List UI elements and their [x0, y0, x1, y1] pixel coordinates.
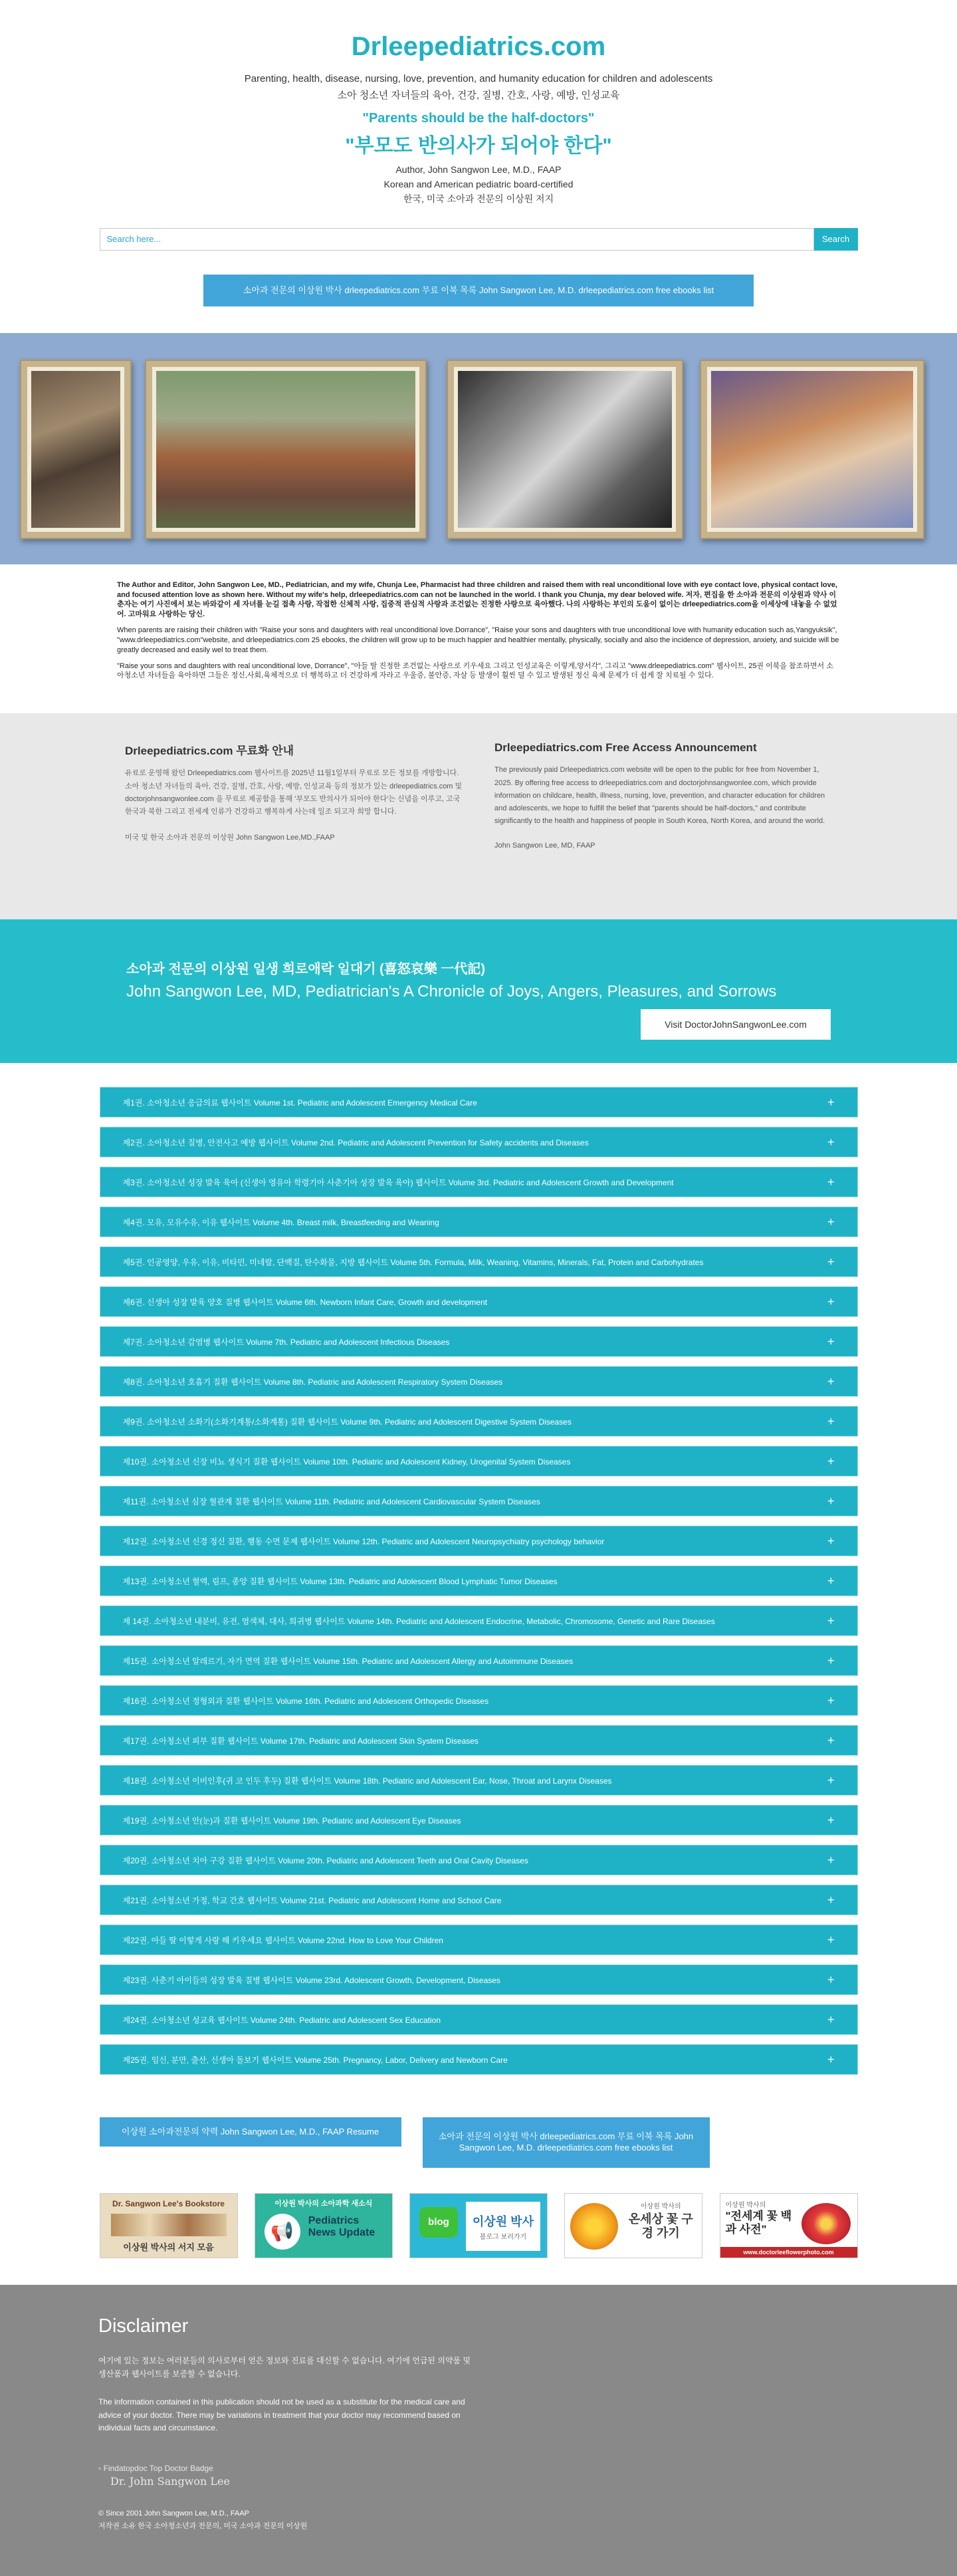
author-line — [0, 162, 957, 207]
bookstore-banner[interactable] — [100, 2193, 238, 2258]
flower-encyclopedia-banner[interactable] — [720, 2193, 858, 2258]
volume-accordion-item[interactable] — [100, 1087, 858, 1117]
volume-title: 제5권. 인공영양, 우유, 이유, 비타민, 미네랄, 단백질, 탄수화물, 지방 웹사이트 Volume 5th. Formula, Milk, Weaning, Vitamins, Minerals, Fat, Protein and Carbohydrates — [122, 1257, 704, 1267]
volume-accordion-item[interactable] — [100, 1207, 858, 1237]
expand-plus-icon[interactable]: + — [827, 2053, 835, 2067]
volumes-accordion — [100, 1087, 858, 2075]
volume-accordion-item[interactable] — [100, 1486, 858, 1516]
author-name: Author, John Sangwon Lee, M.D., FAAP — [395, 164, 562, 175]
announcement-en-signature: John Sangwon Lee, MD, FAAP — [494, 841, 595, 850]
volume-title: 제 14권. 소아청소년 내분비, 유전, 염색체, 대사, 희귀병 웹사이트 Volume 14th. Pediatric and Adolescent Endocrine, Metabolic, Chromosome, Genetic and Rare Diseases — [122, 1616, 715, 1626]
announcement-en-title: Drleepediatrics.com Free Access Announcement — [494, 741, 757, 755]
expand-plus-icon[interactable]: + — [827, 1255, 835, 1269]
encyclopedia-banner-small: 이상원 박사의 — [725, 2202, 766, 2210]
findatopdoc-badge[interactable] — [98, 2463, 859, 2489]
volume-title: 제17권. 소아청소년 피부 질환 웹사이트 Volume 17th. Pediatric and Adolescent Skin System Diseases — [122, 1736, 478, 1746]
tagline-en: "Parents should be the half-doctors" — [362, 110, 595, 126]
expand-plus-icon[interactable]: + — [827, 1455, 835, 1468]
resume-button[interactable]: 이상원 소아과전문의 약력 John Sangwon Lee, M.D., FAAP Resume — [100, 2117, 401, 2147]
expand-plus-icon[interactable]: + — [827, 1534, 835, 1548]
pediatrics-news-banner[interactable] — [255, 2193, 393, 2258]
expand-plus-icon[interactable]: + — [827, 1694, 835, 1708]
expand-plus-icon[interactable]: + — [827, 1375, 835, 1389]
blog-badge-icon: blog — [419, 2207, 458, 2238]
volume-accordion-item[interactable] — [100, 1925, 858, 1955]
expand-plus-icon[interactable]: + — [827, 1614, 835, 1628]
volume-accordion-item[interactable] — [100, 1685, 858, 1716]
volume-title: 제18권. 소아청소년 이비인후(귀 코 인두 후두) 질환 웹사이트 Volume 18th. Pediatric and Adolescent Ear, Nose, Throat and Larynx Diseases — [122, 1776, 612, 1786]
mission-paragraph-1: The Author and Editor, John Sangwon Lee, MD., Pediatrician, and my wife, Chunja Lee, Pharmacist had three children and raised them with real unconditional love with eye contact love, physical contact love, and focused attention love as shown here. Without my wife's help, drleepediatrics.com can not be launched in the world. I thank you Chunja, my dear beloved wife. 저자, 편집을 한 소아과 전문의 이상원과 약사 이춘자는 여기 사진에서 보는 바와같이 세 자녀를 눈길 접촉 사랑, 작접한 신체적 사랑, 집중적 관심적 사랑과 조건없는 진정한 사랑으로 육아했다. 나의 사랑하는 부인의 도움이 없이는 drleepediatrics.com을 이세상에 내놓을 수 없었어. 고마워요 사랑하는 당신. — [117, 580, 837, 619]
chronicle-banner — [0, 919, 957, 1063]
mission-paragraph-3: "Raise your sons and daughters with real unconditional love, Dorrance", "아들 딸 진정한 조건없는 사랑으로 키우세요 그리고 인성교육은 이렇게,양서각", 그리고 "www.drleepediatrics.com" 웹사이트, 25권 이북을 참조하면서 소아청소년 자녀들을 육아하면 그들은 정신,사회,육체적으로 더 행복하고 더 건강하게 자라고 우울증, 불안증, 자살 등 발생이 훨씬 덜 수 있고 발생된 정신 육체 문제가 더 쉽게 잘 치료될 수 있다. — [117, 661, 833, 680]
disclaimer-en: The information contained in this publication should not be used as a substitute for the medical care and advice of your doctor. There may be variations in treatment that your doctor may recommend based on individual facts and circumstance. — [98, 2397, 465, 2433]
announcement-ko-title: Drleepediatrics.com 무료화 안내 — [125, 745, 294, 758]
badge-alt-text: Findatopdoc Top Doctor Badge — [103, 2464, 213, 2474]
broken-image-icon: ▫ — [98, 2464, 102, 2474]
volume-title: 제20권. 소아청소년 치아 구강 질환 웹사이트 Volume 20th. Pediatric and Adolescent Teeth and Oral Cavity Diseases — [122, 1855, 528, 1865]
volume-title: 제8권. 소아청소년 호흡기 질환 웹사이트 Volume 8th. Pediatric and Adolescent Respiratory System Diseases — [122, 1377, 503, 1387]
expand-plus-icon[interactable]: + — [827, 1734, 835, 1748]
footer — [0, 2285, 957, 2576]
volume-title: 제22권. 아들 딸 이렇게 사랑 해 키우세요 웹사이트 Volume 22nd. How to Love Your Children — [122, 1935, 443, 1945]
volume-accordion-item[interactable] — [100, 1326, 858, 1357]
author-ko: 한국, 미국 소아과 전문의 이상원 저지 — [403, 193, 554, 205]
volume-accordion-item[interactable] — [100, 1446, 858, 1476]
volume-title: 제7권. 소아청소년 감염병 웹사이트 Volume 7th. Pediatric and Adolescent Infectious Diseases — [122, 1337, 450, 1347]
announcement-en — [463, 713, 832, 919]
volume-title: 제16권. 소아청소년 정형외과 질환 웹사이트 Volume 16th. Pediatric and Adolescent Orthopedic Diseases — [122, 1696, 489, 1706]
flower-icon — [570, 2203, 618, 2250]
disclaimer-ko: 여기에 있는 정보는 여러분들의 의사로부터 얻은 정보와 진료를 대신할 수 없습니다. 여기에 언급된 의약품 및 생산품과 웹사이트를 보증할 수 없습니다. — [98, 2356, 471, 2379]
blog-banner-sub: 블로그 보러가기 — [479, 2234, 527, 2242]
news-banner-top: 이상원 박사의 소아과학 새소식 — [274, 2200, 373, 2208]
family-photo-3 — [447, 360, 683, 539]
search-button[interactable]: Search — [814, 228, 858, 251]
expand-plus-icon[interactable]: + — [827, 1853, 835, 1867]
flower-banner-title: 온세상 꽃 구경 가기 — [628, 2212, 693, 2240]
volume-title: 제6권. 신생아 성장 발육 양호 질병 웹사이트 Volume 6th. Newborn Infant Care, Growth and development — [122, 1297, 488, 1307]
volume-title: 제10권. 소아청소년 신장 비뇨 생식기 질환 웹사이트 Volume 10th. Pediatric and Adolescent Kidney, Urogenital System Diseases — [122, 1457, 571, 1466]
volume-accordion-item[interactable] — [100, 2044, 858, 2075]
expand-plus-icon[interactable]: + — [827, 1135, 835, 1149]
disclaimer-title: Disclaimer — [98, 2315, 189, 2337]
volume-accordion-item[interactable] — [100, 1286, 858, 1317]
ebooks-list-button-top[interactable]: 소아과 전문의 이상원 박사 drleepediatrics.com 무료 이북 목록 John Sangwon Lee, M.D. drleepediatrics.com free ebooks list — [203, 275, 754, 306]
expand-plus-icon[interactable]: + — [827, 1574, 835, 1588]
chronicle-title-ko: 소아과 전문의 이상원 일생 희로애락 일대기 (喜怒哀樂 一代記) — [126, 962, 485, 977]
volume-title: 제15권. 소아청소년 알레르기, 자가 면역 질환 웹사이트 Volume 15th. Pediatric and Adolescent Allergy and Autoimmune Diseases — [122, 1656, 574, 1666]
volume-accordion-item[interactable] — [100, 1526, 858, 1556]
volume-title: 제19권. 소아청소년 안(눈)과 질환 웹사이트 Volume 19th. Pediatric and Adolescent Eye Diseases — [122, 1815, 461, 1825]
tagline-ko: "부모도 반의사가 되어야 한다" — [345, 134, 612, 157]
subtitle-en: Parenting, health, disease, nursing, love, prevention, and humanity education for children and adolescents — [244, 73, 713, 84]
expand-plus-icon[interactable]: + — [827, 1973, 835, 1987]
expand-plus-icon[interactable]: + — [827, 1774, 835, 1788]
volume-accordion-item[interactable] — [100, 1845, 858, 1875]
copyright-ko: 저작권 소유 한국 소아청소년과 전문의, 미국 소아과 전문의 이상원 — [98, 2522, 308, 2531]
family-photo-band — [0, 333, 957, 564]
site-title[interactable]: Drleepediatrics.com — [351, 32, 606, 61]
volume-title: 제4권. 모유, 모유수유, 이유 웹사이트 Volume 4th. Breast milk, Breastfeeding and Weaning — [122, 1217, 439, 1227]
expand-plus-icon[interactable]: + — [827, 1175, 835, 1189]
flower-icon — [801, 2203, 851, 2244]
chronicle-title-en: John Sangwon Lee, MD, Pediatrician's A Chronicle of Joys, Angers, Pleasures, and Sorrows — [126, 983, 777, 1001]
blog-banner[interactable] — [409, 2193, 548, 2258]
megaphone-icon: 📢 — [265, 2214, 300, 2250]
volume-title: 제25권. 임신, 분만, 출산, 신생아 돌보기 웹사이트 Volume 25th. Pregnancy, Labor, Delivery and Newborn Care — [122, 2055, 508, 2065]
site-header — [0, 0, 957, 224]
search-bar — [100, 224, 858, 251]
announcement-ko-body: 유료로 운영해 왔던 Drleepediatrics.com 웹사이트를 2025년 11월1일부터 무료로 모든 정보를 개방합니다. 소아 청소년 자녀들의 육아, 건강, 질병, 간호, 사랑, 예방, 인성교육 등의 정보가 있는 drleepediatrics.com 및 doctorjohnsangwonlee.com 을 무료로 제공함을 통해 '부모도 반의사가 되어야 한다'는 신념을 이루고, 고국 한국과 북한 그리고 전세계 인류가 건강하고 행복하게 사는데 일조 되고자 희망 합니다. — [125, 769, 463, 816]
copyright-en: © Since 2001 John Sangwon Lee, M.D., FAAP — [98, 2510, 250, 2518]
volume-title: 제21권. 소아청소년 가정, 학교 간호 웹사이트 Volume 21st. Pediatric and Adolescent Home and School Care — [122, 1895, 502, 1905]
volume-title: 제1권. 소아청소년 응급의료 웹사이트 Volume 1st. Pediatric and Adolescent Emergency Medical Care — [122, 1098, 477, 1108]
volume-accordion-item[interactable] — [100, 1605, 858, 1636]
badge-doctor-name: Dr. John Sangwon Lee — [110, 2475, 230, 2488]
free-access-announcement — [0, 713, 957, 919]
volume-title: 제9권. 소아청소년 소화기(소화기계통/소화계통) 질환 웹사이트 Volume 9th. Pediatric and Adolescent Digestive System Diseases — [122, 1417, 572, 1427]
search-input[interactable] — [100, 228, 814, 251]
blog-banner-name: 이상원 박사 — [473, 2215, 534, 2229]
announcement-ko-signature: 미국 및 한국 소아과 전문의 이상원 John Sangwon Lee,MD.,FAAP — [125, 834, 335, 842]
bookshelf-icon — [111, 2214, 227, 2236]
expand-plus-icon[interactable]: + — [827, 1335, 835, 1349]
bookstore-banner-sub: 이상원 박사의 서지 모음 — [123, 2242, 214, 2253]
expand-plus-icon[interactable]: + — [827, 1654, 835, 1668]
expand-plus-icon[interactable]: + — [827, 1494, 835, 1508]
expand-plus-icon[interactable]: + — [827, 1096, 835, 1110]
bottom-buttons — [100, 2117, 858, 2168]
volume-accordion-item[interactable] — [100, 1246, 858, 1277]
volume-title: 제11권. 소아청소년 심장 혈관계 질환 웹사이트 Volume 11th. Pediatric and Adolescent Cardiovascular System Diseases — [122, 1496, 540, 1506]
family-photo-2 — [145, 360, 427, 539]
flower-banner-small: 이상원 박사의 — [640, 2203, 681, 2211]
volume-title: 제13권. 소아청소년 혈액, 림프, 종양 질환 웹사이트 Volume 13th. Pediatric and Adolescent Blood Lymphatic Tumor Diseases — [122, 1576, 558, 1586]
announcement-en-body: The previously paid Drleepediatrics.com website will be open to the public for free from November 1, 2025. By offering free access to drleepediatrics.com and doctorjohnsangwonlee.com, which provide information on childcare, health, illness, nursing, love, prevention, and character education for children and adolescents, we hope to fulfill the belief that "parents should be half-doctors," and contribute significantly to the health and happiness of people in South Korea, North Korea, and around the world. — [494, 766, 825, 826]
expand-plus-icon[interactable]: + — [827, 1415, 835, 1429]
volume-title: 제24권. 소아청소년 성교육 웹사이트 Volume 24th. Pediatric and Adolescent Sex Education — [122, 2015, 441, 2025]
expand-plus-icon[interactable]: + — [827, 1814, 835, 1827]
expand-plus-icon[interactable]: + — [827, 2013, 835, 2027]
encyclopedia-banner-title: "전세계 꽃 백과 사전" — [725, 2210, 792, 2236]
mission-text — [0, 564, 957, 714]
news-banner-title: Pediatrics News Update — [308, 2215, 375, 2238]
volume-accordion-item[interactable] — [100, 1167, 858, 1197]
expand-plus-icon[interactable]: + — [827, 1933, 835, 1947]
volume-accordion-item[interactable] — [100, 1885, 858, 1915]
volume-accordion-item[interactable] — [100, 2004, 858, 2035]
volume-accordion-item[interactable] — [100, 1805, 858, 1835]
volume-accordion-item[interactable] — [100, 1645, 858, 1676]
encyclopedia-banner-url: www.doctorleeflowerphoto.com — [720, 2247, 857, 2258]
volume-title: 제12권. 소아청소년 신경 정신 질환, 행동 수면 문제 웹사이트 Volume 12th. Pediatric and Adolescent Neuropsychiatry psychology behavior — [122, 1536, 605, 1546]
volume-title: 제2권. 소아청소년 질병, 안전사고 예방 웹사이트 Volume 2nd. Pediatric and Adolescent Prevention for Safety accidents and Diseases — [122, 1137, 589, 1147]
expand-plus-icon[interactable]: + — [827, 1215, 835, 1229]
volume-accordion-item[interactable] — [100, 1964, 858, 1995]
mission-paragraph-2: When parents are raising their children with "Raise your sons and daughters with real unconditional love.Dorrance", "Raise your sons and daughters with true unconditional love with humanity education such as,Yangyuksik", "www.drleepediatrics.com"website, and drleepediatrics.com 25 ebooks, the children will grow up to be much happier and healthier mentally, physically, socially and also the incidence of depression, anxiety, and suicide will be greatly decreased and easily wel to treat them. — [117, 626, 839, 654]
volume-title: 제3권. 소아청소년 성장 발육 육아 (신생아 영유아 학령기아 사춘기아 성장 발육 육아) 웹사이트 Volume 3rd. Pediatric and Adolescent Growth and Development — [122, 1177, 674, 1187]
volume-accordion-item[interactable] — [100, 1765, 858, 1796]
announcement-ko — [125, 713, 463, 919]
volume-accordion-item[interactable] — [100, 1406, 858, 1437]
flower-tour-banner[interactable] — [564, 2193, 702, 2258]
volume-accordion-item[interactable] — [100, 1566, 858, 1596]
family-photo-1 — [20, 360, 132, 539]
banner-row — [100, 2193, 858, 2285]
copyright — [98, 2508, 859, 2532]
volume-accordion-item[interactable] — [100, 1127, 858, 1157]
expand-plus-icon[interactable]: + — [827, 1295, 835, 1309]
author-certification: Korean and American pediatric board-certified — [383, 178, 574, 189]
volume-accordion-item[interactable] — [100, 1725, 858, 1756]
volume-accordion-item[interactable] — [100, 1366, 858, 1397]
visit-doctorjohnsangwonlee-button[interactable]: Visit DoctorJohnSangwonLee.com — [641, 1009, 831, 1040]
volume-title: 제23권. 사춘기 아이들의 성장 발육 질병 웹사이트 Volume 23rd. Adolescent Growth, Development, Diseases — [122, 1975, 500, 1985]
bookstore-banner-title: Dr. Sangwon Lee's Bookstore — [112, 2199, 225, 2209]
family-photo-4 — [700, 360, 924, 539]
ebooks-list-button-bottom[interactable]: 소아과 전문의 이상원 박사 drleepediatrics.com 무료 이북 목록 John Sangwon Lee, M.D. drleepediatrics.com free ebooks list — [423, 2117, 710, 2168]
expand-plus-icon[interactable]: + — [827, 1893, 835, 1907]
subtitle-ko: 소아 청소년 자녀들의 육아, 건강, 질병, 간호, 사랑, 예방, 인성교육 — [337, 89, 620, 101]
